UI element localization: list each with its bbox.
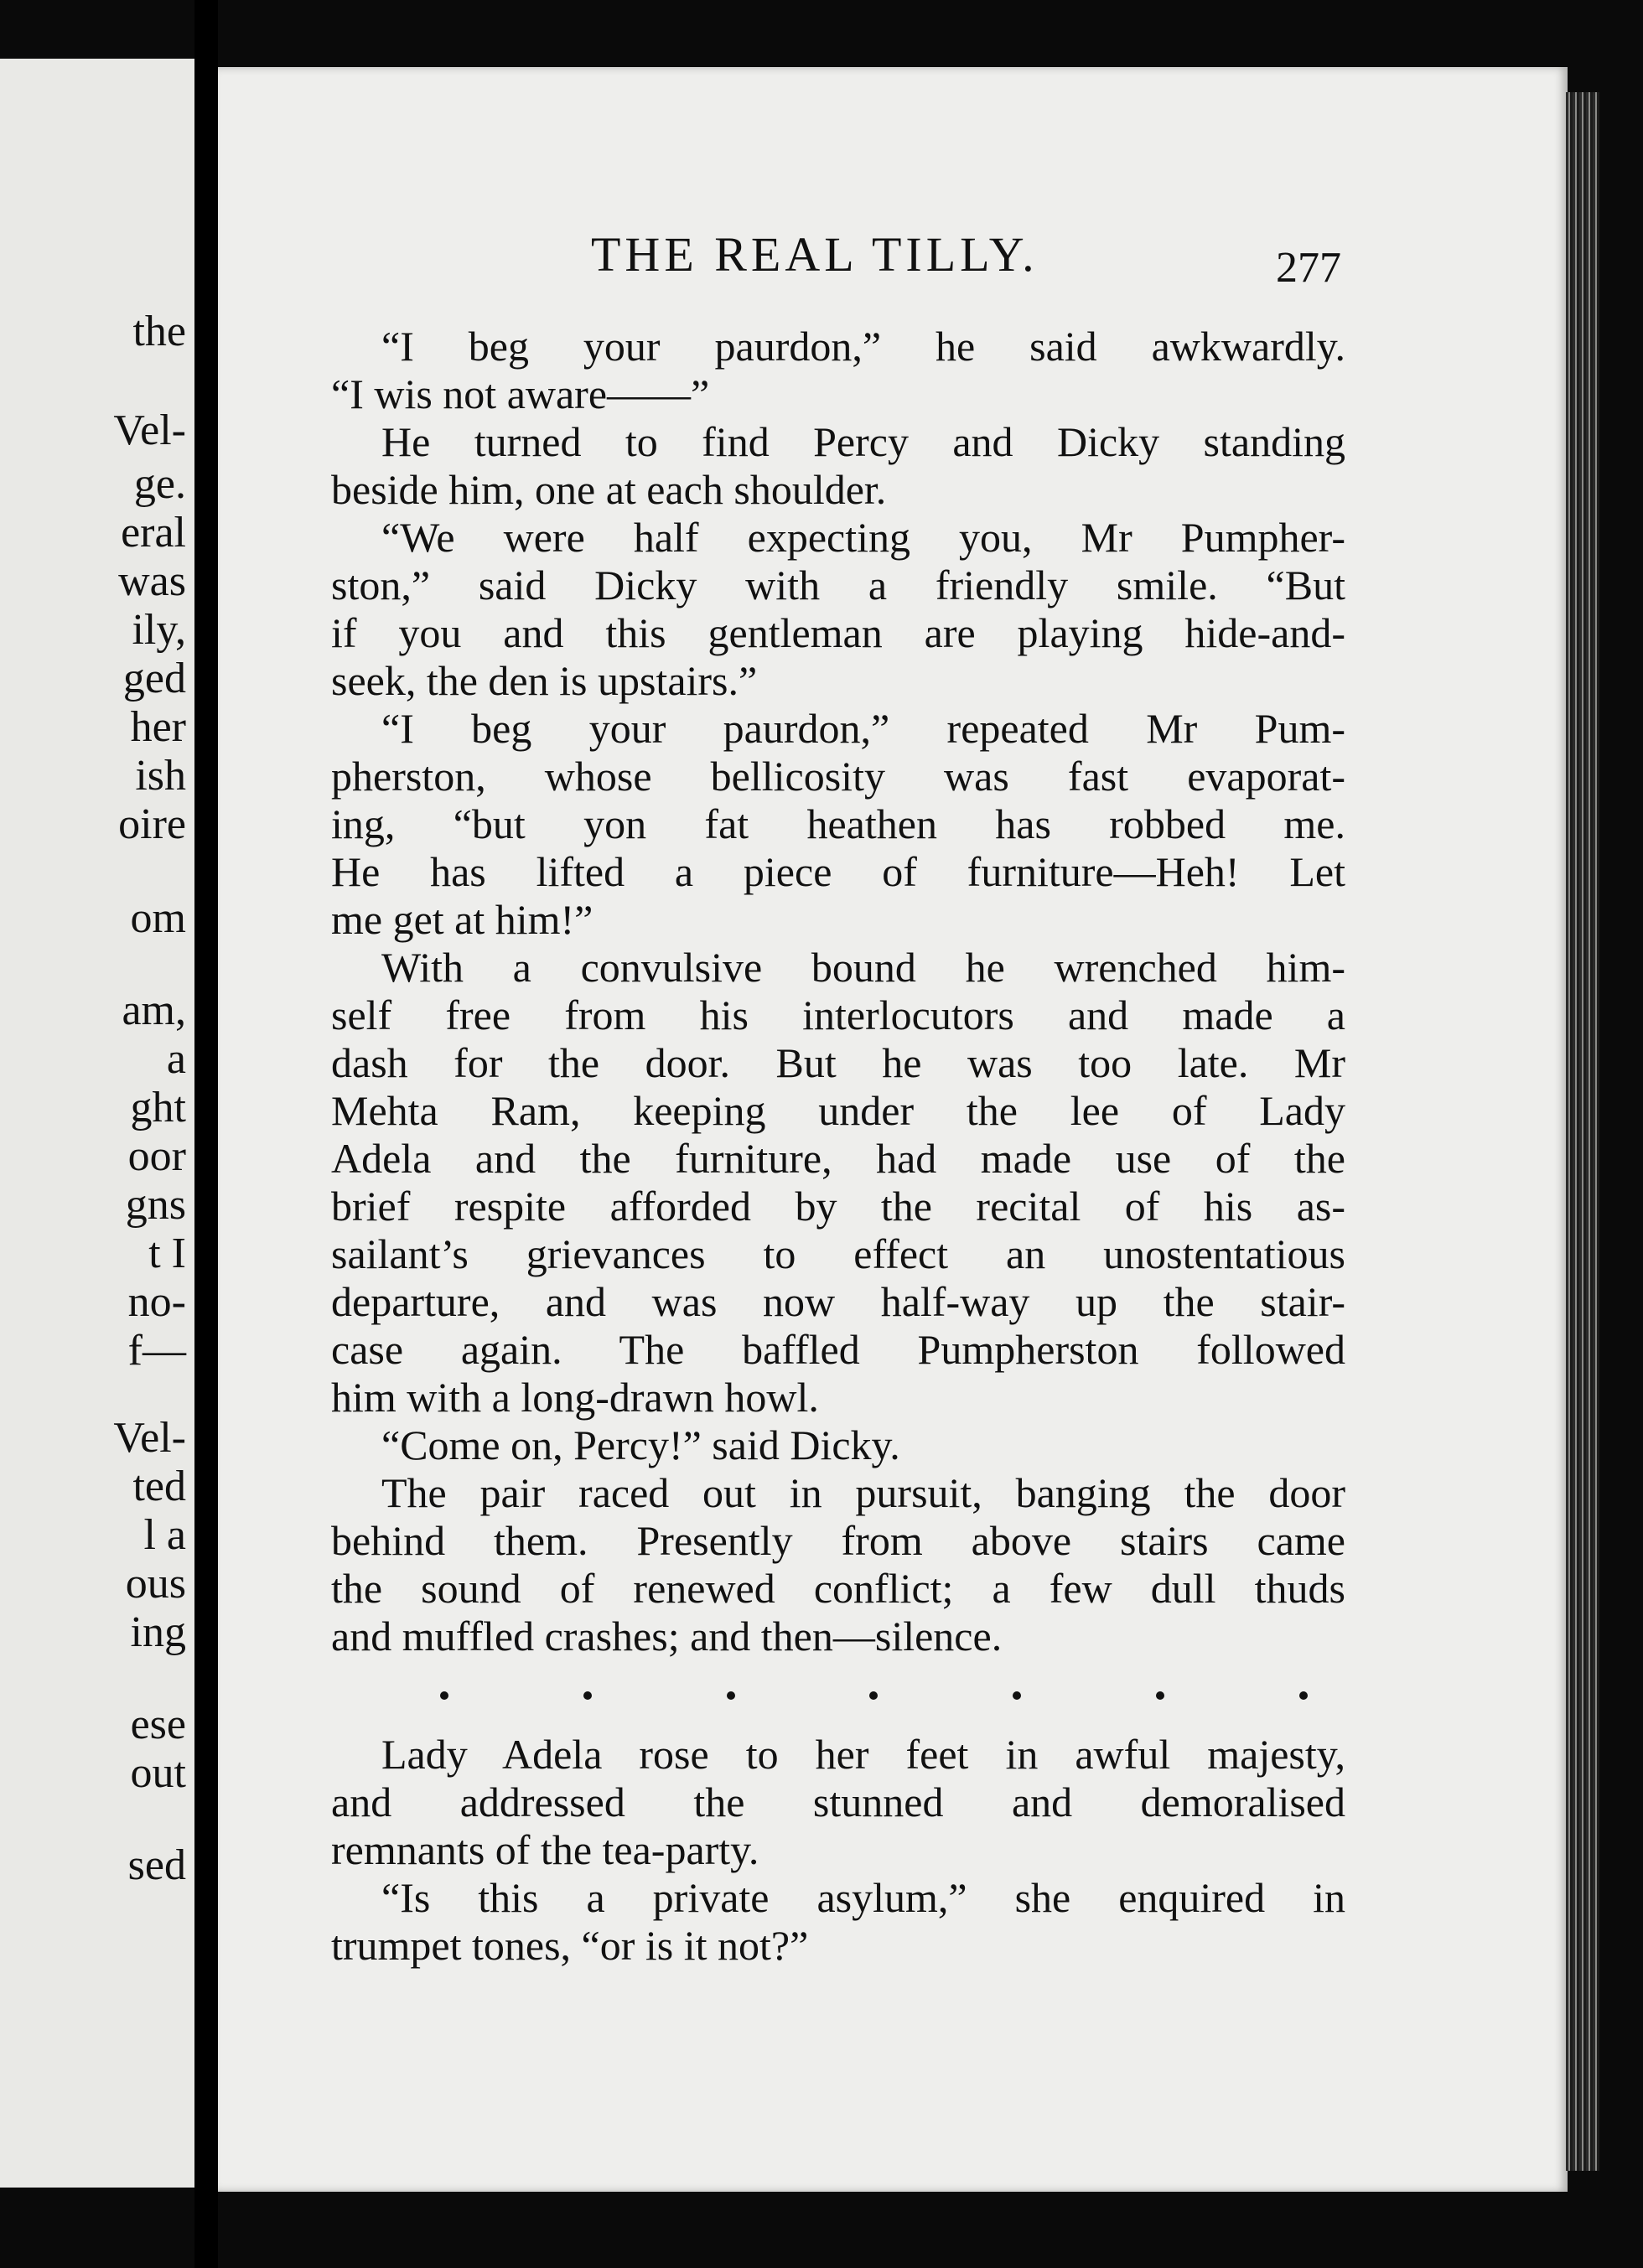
text-line: Lady Adela rose to her feet in awful majesty, [381,1731,1345,1778]
text-line: “Come on, Percy!” said Dicky. [381,1421,900,1468]
text-line: ston,” said Dicky with a friendly smile. “But [331,562,1345,608]
prev-word: l a [143,1511,186,1559]
prev-word: ily, [132,606,186,654]
text-line: ing, “but yon fat heathen has robbed me. [331,800,1345,847]
prev-word: her [130,703,186,751]
ellipsis-dot [440,1691,448,1700]
text-line: pherston, whose bellicosity was fast evaporat- [331,753,1345,800]
section-break [331,1670,1345,1721]
text-line: “I beg your paurdon,” repeated Mr Pum- [381,705,1345,752]
prev-word: f— [127,1327,186,1375]
ellipsis-dot [727,1691,735,1700]
prev-word: ge. [133,460,186,508]
text-line: the sound of renewed conflict; a few dull thuds [331,1565,1345,1612]
prev-word: Vel- [113,1414,186,1462]
prev-word: ous [125,1560,186,1608]
prev-word: ese [130,1701,186,1748]
prev-word: ted [132,1463,186,1510]
prev-word: was [118,557,186,605]
book-gutter [194,0,218,2268]
prev-word: am, [122,986,186,1034]
prev-word: out [130,1749,186,1797]
text-line: He has lifted a piece of furniture—Heh! Let [331,848,1345,895]
prev-word: no- [127,1278,186,1326]
ellipsis-dot [1299,1691,1308,1700]
body-text [331,323,1345,1970]
prev-word: eral [121,509,186,557]
prev-word: Vel- [113,406,186,454]
prev-word: t I [148,1230,186,1277]
prev-word: oor [127,1132,186,1180]
text-line: remnants of the tea-party. [331,1826,759,1873]
text-line: and muffled crashes; and then—silence. [331,1613,1003,1660]
ellipsis-dot [1013,1691,1021,1700]
ellipsis-dot [1156,1691,1164,1700]
prev-word: ish [135,752,186,800]
text-line: me get at him!” [331,896,593,943]
text-line: Adela and the furniture, had made use of the [331,1135,1345,1182]
text-line: “We were half expecting you, Mr Pumpher- [381,514,1345,561]
prev-word: the [132,308,186,355]
ellipsis-dot [869,1691,878,1700]
text-line: “Is this a private asylum,” she enquired in [381,1874,1345,1921]
text-line: “I wis not aware——” [331,370,710,417]
prev-word: sed [127,1841,186,1889]
text-line: behind them. Presently from above stairs came [331,1517,1345,1564]
running-title: THE REAL TILLY. [591,227,1039,282]
prev-word: ing [130,1608,186,1656]
text-line: brief respite afforded by the recital of his as- [331,1183,1345,1230]
prev-word: ged [122,655,186,702]
prev-word: oire [118,800,186,848]
text-line: He turned to find Percy and Dicky standing [381,418,1345,465]
text-line: dash for the door. But he was too late. Mr [331,1039,1345,1086]
prev-word: gns [125,1181,186,1229]
previous-page-fragment [0,59,194,2188]
text-line: The pair raced out in pursuit, banging the door [381,1469,1345,1516]
text-line: case again. The baffled Pumpherston followed [331,1326,1345,1373]
text-line: him with a long-drawn howl. [331,1374,819,1421]
text-line: self free from his interlocutors and made a [331,992,1345,1038]
text-line: beside him, one at each shoulder. [331,466,887,513]
text-line: sailant’s grievances to effect an unostentatious [331,1230,1345,1277]
text-line: if you and this gentleman are playing hide-and- [331,609,1345,656]
text-line: With a convulsive bound he wrenched him- [381,944,1345,991]
page-edge [1566,92,1599,2171]
text-line: Mehta Ram, keeping under the lee of Lady [331,1087,1345,1134]
text-line: “I beg your paurdon,” he said awkwardly. [381,323,1345,370]
text-line: departure, and was now half-way up the stair- [331,1278,1345,1325]
text-line: trumpet tones, “or is it not?” [331,1922,809,1969]
text-line: seek, the den is upstairs.” [331,657,758,704]
ellipsis-dot [583,1691,592,1700]
prev-word: a [166,1035,186,1083]
prev-word: om [130,894,186,942]
text-line: and addressed the stunned and demoralised [331,1779,1345,1825]
page-number: 277 [1276,244,1341,292]
prev-word: ght [130,1084,186,1131]
